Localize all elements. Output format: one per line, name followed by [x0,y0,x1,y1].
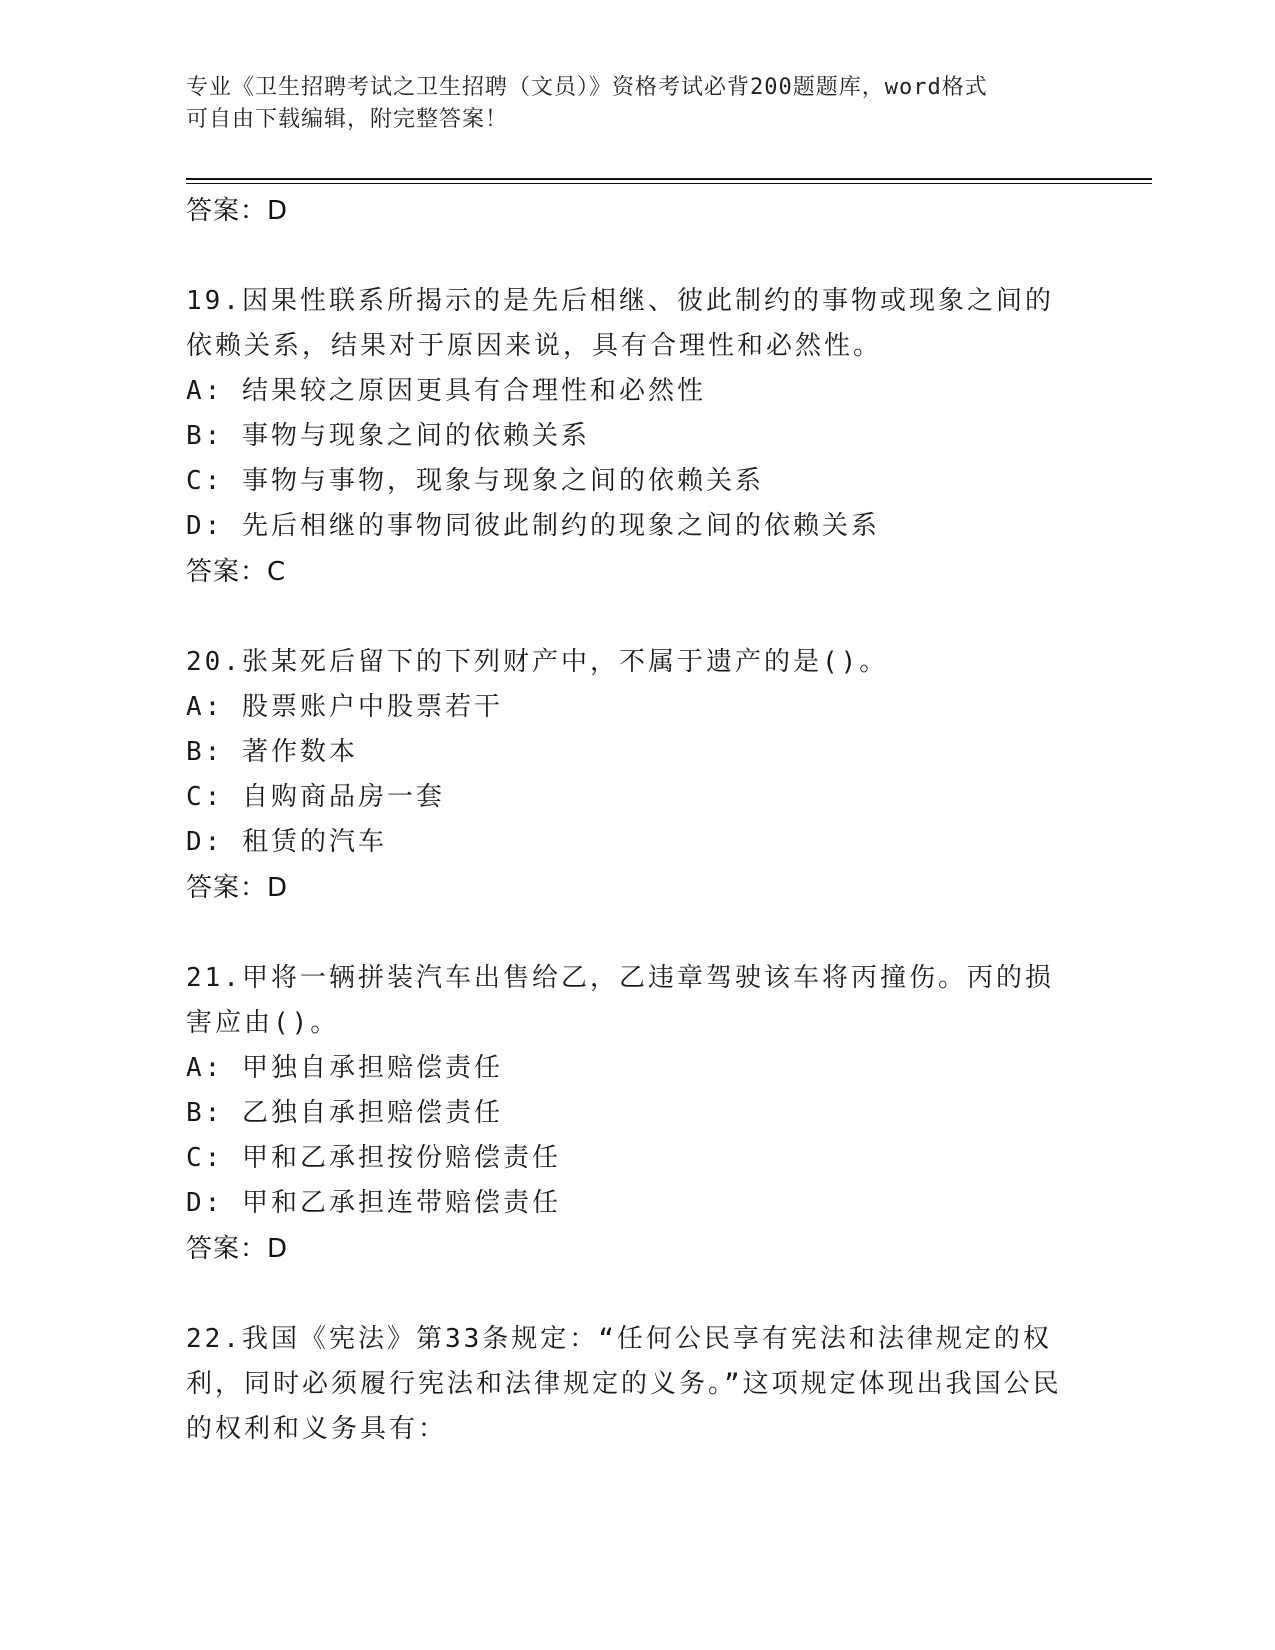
header-rule-thin [186,183,1152,184]
answer-label: 答案：D [186,196,289,226]
option-a: A: 结果较之原因更具有合理性和必然性 [186,376,706,406]
answer-label: 答案：D [186,1234,289,1264]
option-a: A: 股票账户中股票若干 [186,692,503,722]
question-text: 22.我国《宪法》第33条规定：“任何公民享有宪法和法律规定的权利，同时必须履行宪法和法律规定的义务。”这项规定体现出我国公民的权利和义务具有： [186,1324,1062,1444]
header-line-2: 可自由下载编辑，附完整答案！ [186,107,509,132]
question-text: 21.甲将一辆拼装汽车出售给乙，乙违章驾驶该车将丙撞伤。丙的损害应由()。 [186,963,1054,1038]
option-b: B: 著作数本 [186,737,358,767]
question-content [186,188,1066,1452]
answer-label: 答案：D [186,873,289,903]
option-b: B: 乙独自承担赔偿责任 [186,1098,503,1128]
header-rule-thick [186,178,1152,180]
question-text: 19.因果性联系所揭示的是先后相继、彼此制约的事物或现象之间的依赖关系，结果对于原因来说，具有合理性和必然性。 [186,286,1054,361]
option-c: C: 事物与事物，现象与现象之间的依赖关系 [186,466,764,496]
option-c: C: 甲和乙承担按份赔偿责任 [186,1143,561,1173]
option-d: D: 甲和乙承担连带赔偿责任 [186,1188,561,1218]
option-d: D: 先后相继的事物同彼此制约的现象之间的依赖关系 [186,511,880,541]
option-d: D: 租赁的汽车 [186,827,387,857]
question-text: 20.张某死后留下的下列财产中，不属于遗产的是()。 [186,647,889,677]
option-b: B: 事物与现象之间的依赖关系 [186,421,590,451]
header-line-1: 专业《卫生招聘考试之卫生招聘（文员）》资格考试必背200题题库，word格式 [186,75,988,100]
option-c: C: 自购商品房一套 [186,782,445,812]
option-a: A: 甲独自承担赔偿责任 [186,1053,503,1083]
page-header [186,72,1066,136]
answer-label: 答案：C [186,557,287,587]
